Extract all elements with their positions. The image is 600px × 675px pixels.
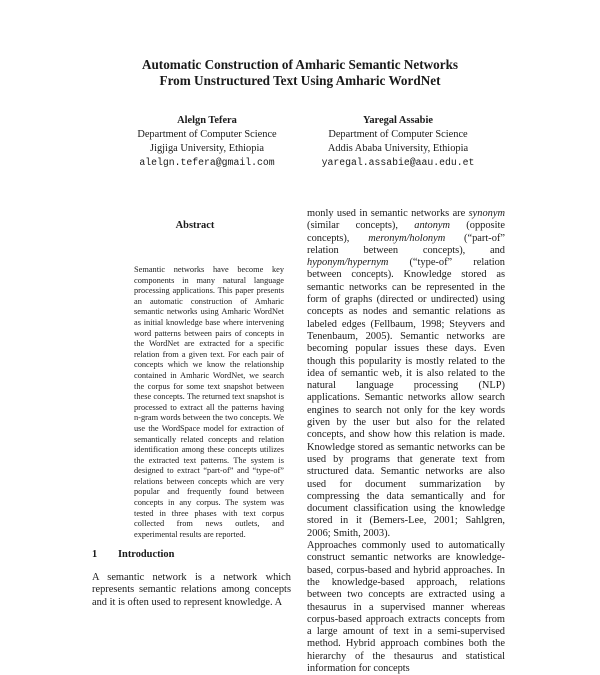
section-title: Introduction [118,549,175,560]
paper-title [60,57,540,89]
term-antonym: antonym [414,220,451,232]
author-name: Yaregal Assabie [363,115,433,126]
author-affiliation: Addis Ababa University, Ethiopia [327,143,469,154]
right-paragraph-1 [307,208,505,540]
right-column [307,208,505,675]
author-department: Department of Computer Science [137,129,277,140]
title-line-1: Automatic Construction of Amharic Semantic Networks [141,57,459,72]
term-meronym: meronym/holonym [368,232,446,244]
term-synonym: synonym [468,208,505,219]
text-run: (similar concepts), [307,220,415,232]
text-run: monly used in semantic networks are [307,208,469,219]
text-run: (opposite concepts), [307,220,505,244]
author-email: alelgn.tefera@gmail.com [139,157,275,168]
author-affiliation: Jigjiga University, Ethiopia [150,143,264,154]
abstract-text: Semantic networks have become key components in many natural language processing applications. This paper presents an automatic construction of Amharic semantic networks using Amharic WordNet as initial knowledge base where intervening word patterns between pairs of concepts in the WordNet are extracted for a specific relation from a given text. For each pair of concepts which we know the relationship contained in Amharic WordNet, we search the corpus for some text snapshot between these concepts. The returned text snapshot is processed to extract all the patterns having n-gram words between the two concepts. We use the WordSpace model for extraction of semantically related concepts and relation identification among these concepts utilizes the extracted text patterns. The system is designed to extract “part-of” and “type-of” relations between concepts which are very popular and frequently found between concepts in any corpus. The system was tested in three phases with text corpus collected from news outlets, and experimental results are reported. [134,265,284,539]
intro-body [92,572,291,609]
section-heading [92,549,174,560]
title-line-2: From Unstructured Text Using Amharic WordNet [159,73,441,88]
abstract-body [134,265,284,540]
author-block-2 [300,114,496,170]
author-block-1 [118,114,296,170]
term-hyponym: hyponym/hypernym [307,257,389,269]
intro-text: A semantic network is a network which represents semantic relations among concepts and it is often used to represent knowledge. A [92,572,291,608]
right-paragraph-2: Approaches commonly used to automatically construct semantic networks are knowledge-based, corpus-based and hybrid approaches. In the knowledge-based approach, relations between two concepts are extracted using a thesaurus in a supervised manner whereas corpus-based approach extracts concepts from a large amount of text in a semi-supervised method. Hybrid approach combines both the hierarchy of the thesaurus and statistical information for concepts [307,540,505,674]
author-department: Department of Computer Science [328,129,468,140]
section-number: 1 [92,549,98,560]
text-run: (“type-of” relation between concepts). Knowledge stored as semantic networks can be represented in the form of graphs (directed or undirected) using concepts as nodes and semantic relations as labeled edges (Fellbaum, 1998; Steyvers and Tenenbaum, 2005). Semantic networks are becoming popular issues these days. Even though this popularity is mostly related to the idea of semantic web, it is also related to the natural language processing (NLP) applications. Semantic networks allow search engines to search not only for the key words given by the user but also for the related concepts, and show how this relation is made. Knowledge stored as semantic networks can be used by programs that generate text from structured data. Semantic networks are also used for document summarization by compressing the data semantically and for document classification using the knowledge stored in it (Bemers-Lee, 2001; Sahlgren, 2006; Smith, 2003). [307,257,505,539]
author-name: Alelgn Tefera [177,115,237,126]
text-run: (“part-of” relation between concepts), and [307,232,505,256]
author-email: yaregal.assabie@aau.edu.et [321,157,475,168]
abstract-heading: Abstract [175,220,215,231]
